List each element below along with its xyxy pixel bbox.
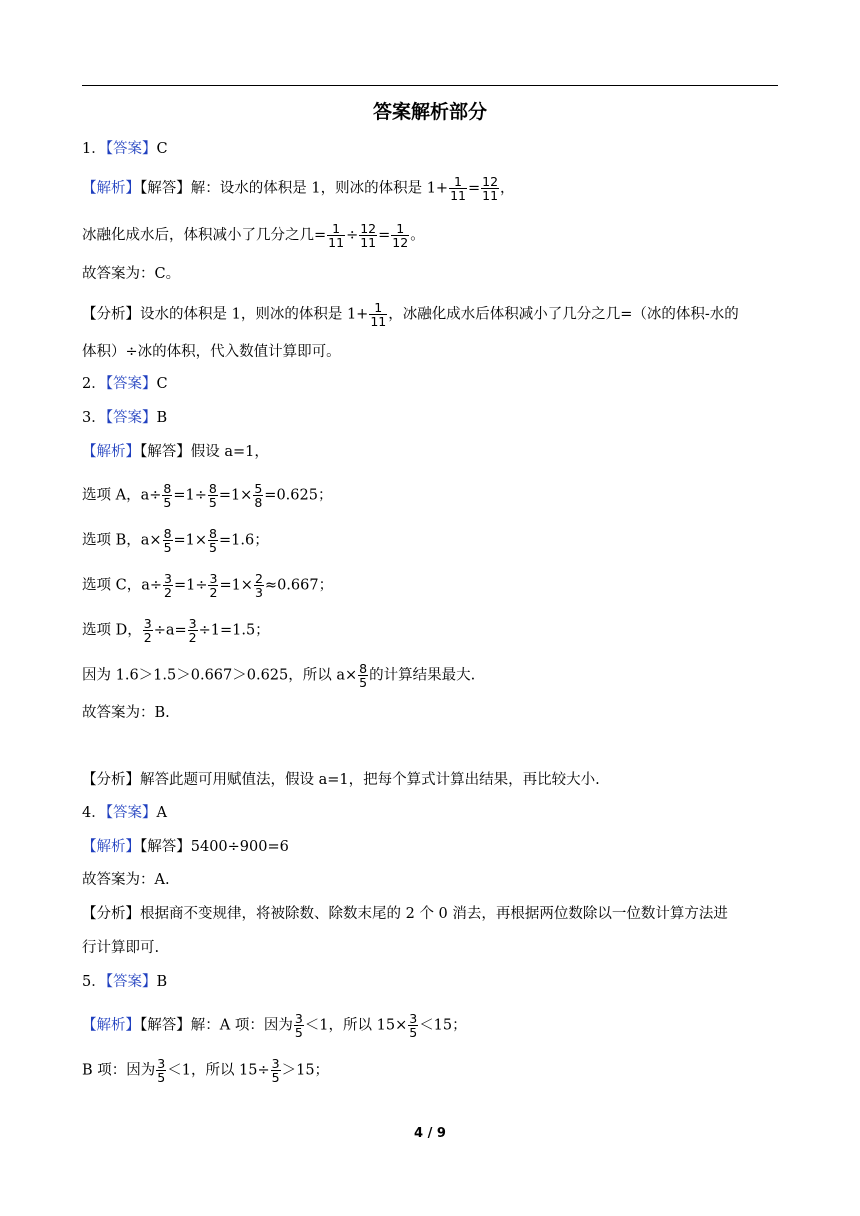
q4-fenxi-text: 根据商不变规律，将被除数、除数末尾的 2 个 0 消去，再根据两位数除以一位数计算方法进 bbox=[140, 906, 728, 922]
denominator: 2 bbox=[209, 585, 218, 600]
q1-line2-text: 冰融化成水后，体积减小了几分之几= bbox=[82, 227, 327, 244]
numerator: 8 bbox=[209, 526, 217, 541]
q1-jieda-tag: 【解答】 bbox=[140, 180, 191, 197]
q5-number: 5． bbox=[82, 974, 106, 990]
denominator: 5 bbox=[208, 495, 217, 510]
fraction bbox=[163, 572, 173, 599]
q3-comparison bbox=[82, 662, 780, 689]
q4-number: 4． bbox=[82, 805, 106, 821]
q1-answer-line bbox=[82, 139, 780, 159]
text: ÷a= bbox=[153, 622, 187, 639]
denominator: 5 bbox=[409, 1025, 418, 1040]
denominator: 2 bbox=[188, 630, 197, 645]
header-rule bbox=[82, 85, 778, 86]
numerator: 3 bbox=[157, 1056, 166, 1071]
denominator: 11 bbox=[482, 188, 499, 203]
numerator: 8 bbox=[163, 526, 172, 541]
q1-fenxi-text: ，冰融化成水后体积减小了几分之几=（冰的体积-水的 bbox=[388, 306, 739, 323]
q3-assume: 假设 a=1， bbox=[190, 444, 269, 460]
denominator: 5 bbox=[157, 1070, 166, 1085]
numerator: 1 bbox=[374, 300, 383, 315]
text: =1÷ bbox=[173, 577, 208, 594]
text: ＜1，所以 15× bbox=[304, 1017, 408, 1034]
q1-number: 1． bbox=[82, 141, 106, 157]
denominator: 11 bbox=[450, 188, 466, 203]
text: ＜15； bbox=[419, 1017, 467, 1034]
punctuation: ， bbox=[500, 180, 515, 197]
numerator: 2 bbox=[254, 571, 263, 586]
denominator: 11 bbox=[328, 235, 345, 250]
fraction bbox=[208, 482, 218, 509]
page-number: 4 / 9 bbox=[414, 1126, 446, 1141]
q4-answer-value: A bbox=[156, 805, 167, 821]
numerator: 3 bbox=[209, 571, 218, 586]
q3-option-b bbox=[82, 527, 780, 554]
q4-analysis-line2: 行计算即可. bbox=[82, 940, 160, 956]
denominator: 5 bbox=[294, 1025, 303, 1040]
q1-solution-line2 bbox=[82, 222, 780, 249]
denominator: 5 bbox=[163, 495, 172, 510]
q3-fenxi-text: 解答此题可用赋值法，假设 a=1，把每个算式计算出结果，再比较大小. bbox=[140, 772, 600, 788]
fraction bbox=[359, 222, 377, 249]
q4-answer-line bbox=[82, 803, 780, 823]
denominator: 5 bbox=[163, 540, 172, 555]
denominator: 12 bbox=[392, 235, 409, 250]
q3-answer-line bbox=[82, 408, 780, 428]
fraction bbox=[253, 482, 263, 509]
text: B 项：因为 bbox=[82, 1062, 156, 1079]
numerator: 1 bbox=[396, 221, 405, 236]
q4-jieda-tag: 【解答】 bbox=[140, 839, 191, 855]
q3-solution-intro bbox=[82, 442, 780, 462]
text: =1× bbox=[173, 532, 208, 549]
numerator: 3 bbox=[164, 571, 172, 586]
fraction bbox=[162, 482, 172, 509]
text: =1÷ bbox=[173, 487, 207, 504]
numerator: 3 bbox=[271, 1056, 280, 1071]
q4-calc: 5400÷900=6 bbox=[190, 839, 289, 855]
text: 因为 1.6＞1.5＞0.667＞0.625，所以 a× bbox=[82, 667, 358, 684]
numerator: 8 bbox=[208, 481, 217, 496]
fraction bbox=[156, 1057, 166, 1084]
text: 解：A 项：因为 bbox=[190, 1017, 293, 1034]
q3-fenxi-tag: 【分析】 bbox=[82, 772, 140, 788]
operator: = bbox=[378, 227, 391, 244]
q3-jiexi-tag: 【解析】 bbox=[82, 444, 140, 460]
q4-solution bbox=[82, 837, 780, 857]
q2-answer-value: C bbox=[156, 376, 168, 392]
q5-answer-value: B bbox=[156, 974, 168, 990]
text: ＞15； bbox=[281, 1062, 330, 1079]
q1-solution-line1 bbox=[82, 175, 780, 202]
operator: = bbox=[467, 180, 481, 197]
q4-fenxi-tag: 【分析】 bbox=[82, 906, 140, 922]
q5-answer-line bbox=[82, 972, 780, 992]
numerator: 3 bbox=[143, 616, 152, 631]
q3-analysis bbox=[82, 770, 780, 790]
q3-answer-tag: 【答案】 bbox=[105, 410, 157, 426]
denominator: 8 bbox=[254, 495, 263, 510]
fraction bbox=[271, 1057, 281, 1084]
text: 选项 C，a÷ bbox=[82, 577, 162, 594]
fraction bbox=[163, 527, 173, 554]
fraction bbox=[369, 301, 387, 328]
fraction bbox=[208, 572, 218, 599]
numerator: 1 bbox=[332, 221, 341, 236]
q4-final-answer: 故答案为：A. bbox=[82, 872, 170, 888]
text: 选项 A，a÷ bbox=[82, 487, 162, 504]
text: 的计算结果最大. bbox=[369, 667, 476, 684]
fraction bbox=[449, 175, 467, 202]
fraction bbox=[143, 617, 153, 644]
text: ≈0.667； bbox=[264, 577, 334, 594]
text: =1× bbox=[219, 577, 253, 594]
q2-answer-tag: 【答案】 bbox=[105, 376, 157, 392]
text: =1× bbox=[218, 487, 253, 504]
q4-analysis-line1 bbox=[82, 904, 780, 924]
q1-fenxi-tag: 【分析】 bbox=[82, 306, 140, 323]
text: =0.625； bbox=[264, 487, 333, 504]
q1-final-answer: 故答案为：C。 bbox=[82, 266, 181, 282]
text: =1.6； bbox=[219, 532, 269, 549]
text: ÷1=1.5； bbox=[198, 622, 270, 639]
q3-number: 3． bbox=[82, 410, 106, 426]
numerator: 12 bbox=[482, 174, 499, 189]
numerator: 3 bbox=[188, 616, 197, 631]
numerator: 12 bbox=[360, 221, 377, 236]
fraction bbox=[391, 222, 409, 249]
q5-solution-b bbox=[82, 1057, 780, 1084]
fraction bbox=[188, 617, 198, 644]
q3-answer-value: B bbox=[156, 410, 168, 426]
denominator: 5 bbox=[359, 675, 368, 690]
q4-answer-tag: 【答案】 bbox=[105, 805, 157, 821]
denominator: 11 bbox=[370, 314, 387, 329]
numerator: 1 bbox=[454, 174, 462, 189]
text: ＜1，所以 15÷ bbox=[167, 1062, 270, 1079]
text: 选项 B，a× bbox=[82, 532, 162, 549]
fraction bbox=[408, 1012, 418, 1039]
fraction bbox=[294, 1012, 304, 1039]
q3-option-d bbox=[82, 617, 780, 644]
operator: ÷ bbox=[346, 227, 359, 244]
numerator: 3 bbox=[294, 1011, 303, 1026]
fraction bbox=[481, 175, 499, 202]
punctuation: 。 bbox=[410, 227, 425, 244]
text: 选项 D， bbox=[82, 622, 142, 639]
q5-jiexi-tag: 【解析】 bbox=[82, 1017, 140, 1034]
q3-option-a bbox=[82, 482, 780, 509]
fraction bbox=[327, 222, 345, 249]
denominator: 2 bbox=[143, 630, 152, 645]
denominator: 2 bbox=[164, 585, 172, 600]
numerator: 5 bbox=[254, 481, 263, 496]
q1-line1-text: 解：设水的体积是 1，则冰的体积是 1+ bbox=[190, 180, 449, 197]
q1-fenxi-text: 设水的体积是 1，则冰的体积是 1+ bbox=[140, 306, 369, 323]
fraction bbox=[358, 662, 368, 689]
q3-final-answer: 故答案为：B. bbox=[82, 705, 170, 721]
q1-answer-value: C bbox=[156, 141, 168, 157]
q1-answer-tag: 【答案】 bbox=[105, 141, 157, 157]
fraction bbox=[208, 527, 218, 554]
q1-analysis-line1 bbox=[82, 301, 780, 328]
q3-jieda-tag: 【解答】 bbox=[140, 444, 191, 460]
q1-analysis-line2: 体积）÷冰的体积，代入数值计算即可。 bbox=[82, 344, 341, 360]
q5-solution-a bbox=[82, 1012, 780, 1039]
q2-answer-line bbox=[82, 374, 780, 394]
denominator: 5 bbox=[209, 540, 217, 555]
denominator: 5 bbox=[271, 1070, 280, 1085]
numerator: 3 bbox=[409, 1011, 418, 1026]
denominator: 11 bbox=[360, 235, 377, 250]
fraction bbox=[254, 572, 264, 599]
numerator: 8 bbox=[359, 661, 368, 676]
numerator: 8 bbox=[163, 481, 172, 496]
q4-jiexi-tag: 【解析】 bbox=[82, 839, 140, 855]
denominator: 3 bbox=[254, 585, 263, 600]
page-title: 答案解析部分 bbox=[372, 101, 487, 123]
q1-jiexi-tag: 【解析】 bbox=[82, 180, 140, 197]
q3-option-c bbox=[82, 572, 780, 599]
q5-answer-tag: 【答案】 bbox=[105, 974, 157, 990]
q5-jieda-tag: 【解答】 bbox=[140, 1017, 191, 1034]
q2-number: 2． bbox=[82, 376, 106, 392]
